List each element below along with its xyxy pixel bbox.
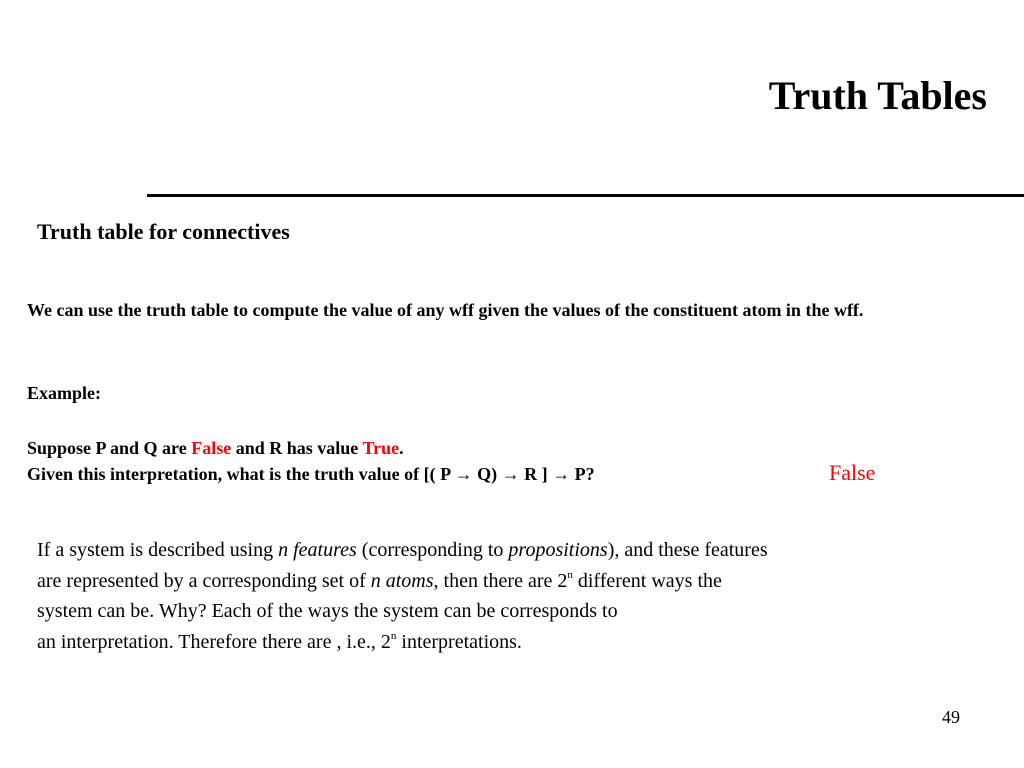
paragraph-line-1 (37, 535, 1007, 566)
paragraph-line-2 (37, 566, 1007, 597)
page-number: 49 (942, 707, 960, 727)
italic-term: propositions (508, 539, 608, 561)
paragraph-text: interpretations. (396, 630, 522, 653)
paragraph-text: , then there are 2 (433, 569, 568, 592)
exponent: n (390, 629, 397, 642)
paragraph-line-3: system can be. Why? Each of the ways the system can be corresponds to (37, 600, 618, 622)
suppose-text-1: Suppose P and Q are (27, 438, 192, 458)
false-value: False (191, 438, 232, 458)
slide-title: Truth Tables (768, 73, 987, 118)
paragraph-text: (corresponding to (356, 539, 509, 561)
answer-text: False (829, 460, 876, 485)
paragraph-text: an interpretation. Therefore there are , i.e., 2 (37, 630, 391, 653)
body-paragraph (37, 535, 1007, 657)
paragraph-text: ), and these features (607, 539, 768, 561)
example-label: Example: (27, 383, 101, 403)
italic-term: n features (278, 539, 357, 561)
paragraph-text: different ways the (572, 569, 722, 592)
suppose-text-2: and R has value (231, 438, 363, 458)
exponent: n (567, 568, 573, 581)
true-value: True (362, 438, 400, 458)
paragraph-line-4 (37, 627, 1007, 658)
intro-text: We can use the truth table to compute the value of any wff given the values of the constituent atom in the wff. (27, 300, 864, 320)
italic-term: n atoms (370, 569, 434, 592)
paragraph-text: If a system is described using (37, 539, 279, 561)
title-divider (147, 194, 1024, 197)
question-line: Given this interpretation, what is the truth value of [( P → Q) → R ] → P? (27, 464, 595, 484)
suppose-line (27, 435, 404, 462)
section-subtitle: Truth table for connectives (37, 219, 290, 244)
paragraph-text: are represented by a corresponding set of (37, 569, 371, 592)
suppose-text-3: . (399, 438, 404, 458)
